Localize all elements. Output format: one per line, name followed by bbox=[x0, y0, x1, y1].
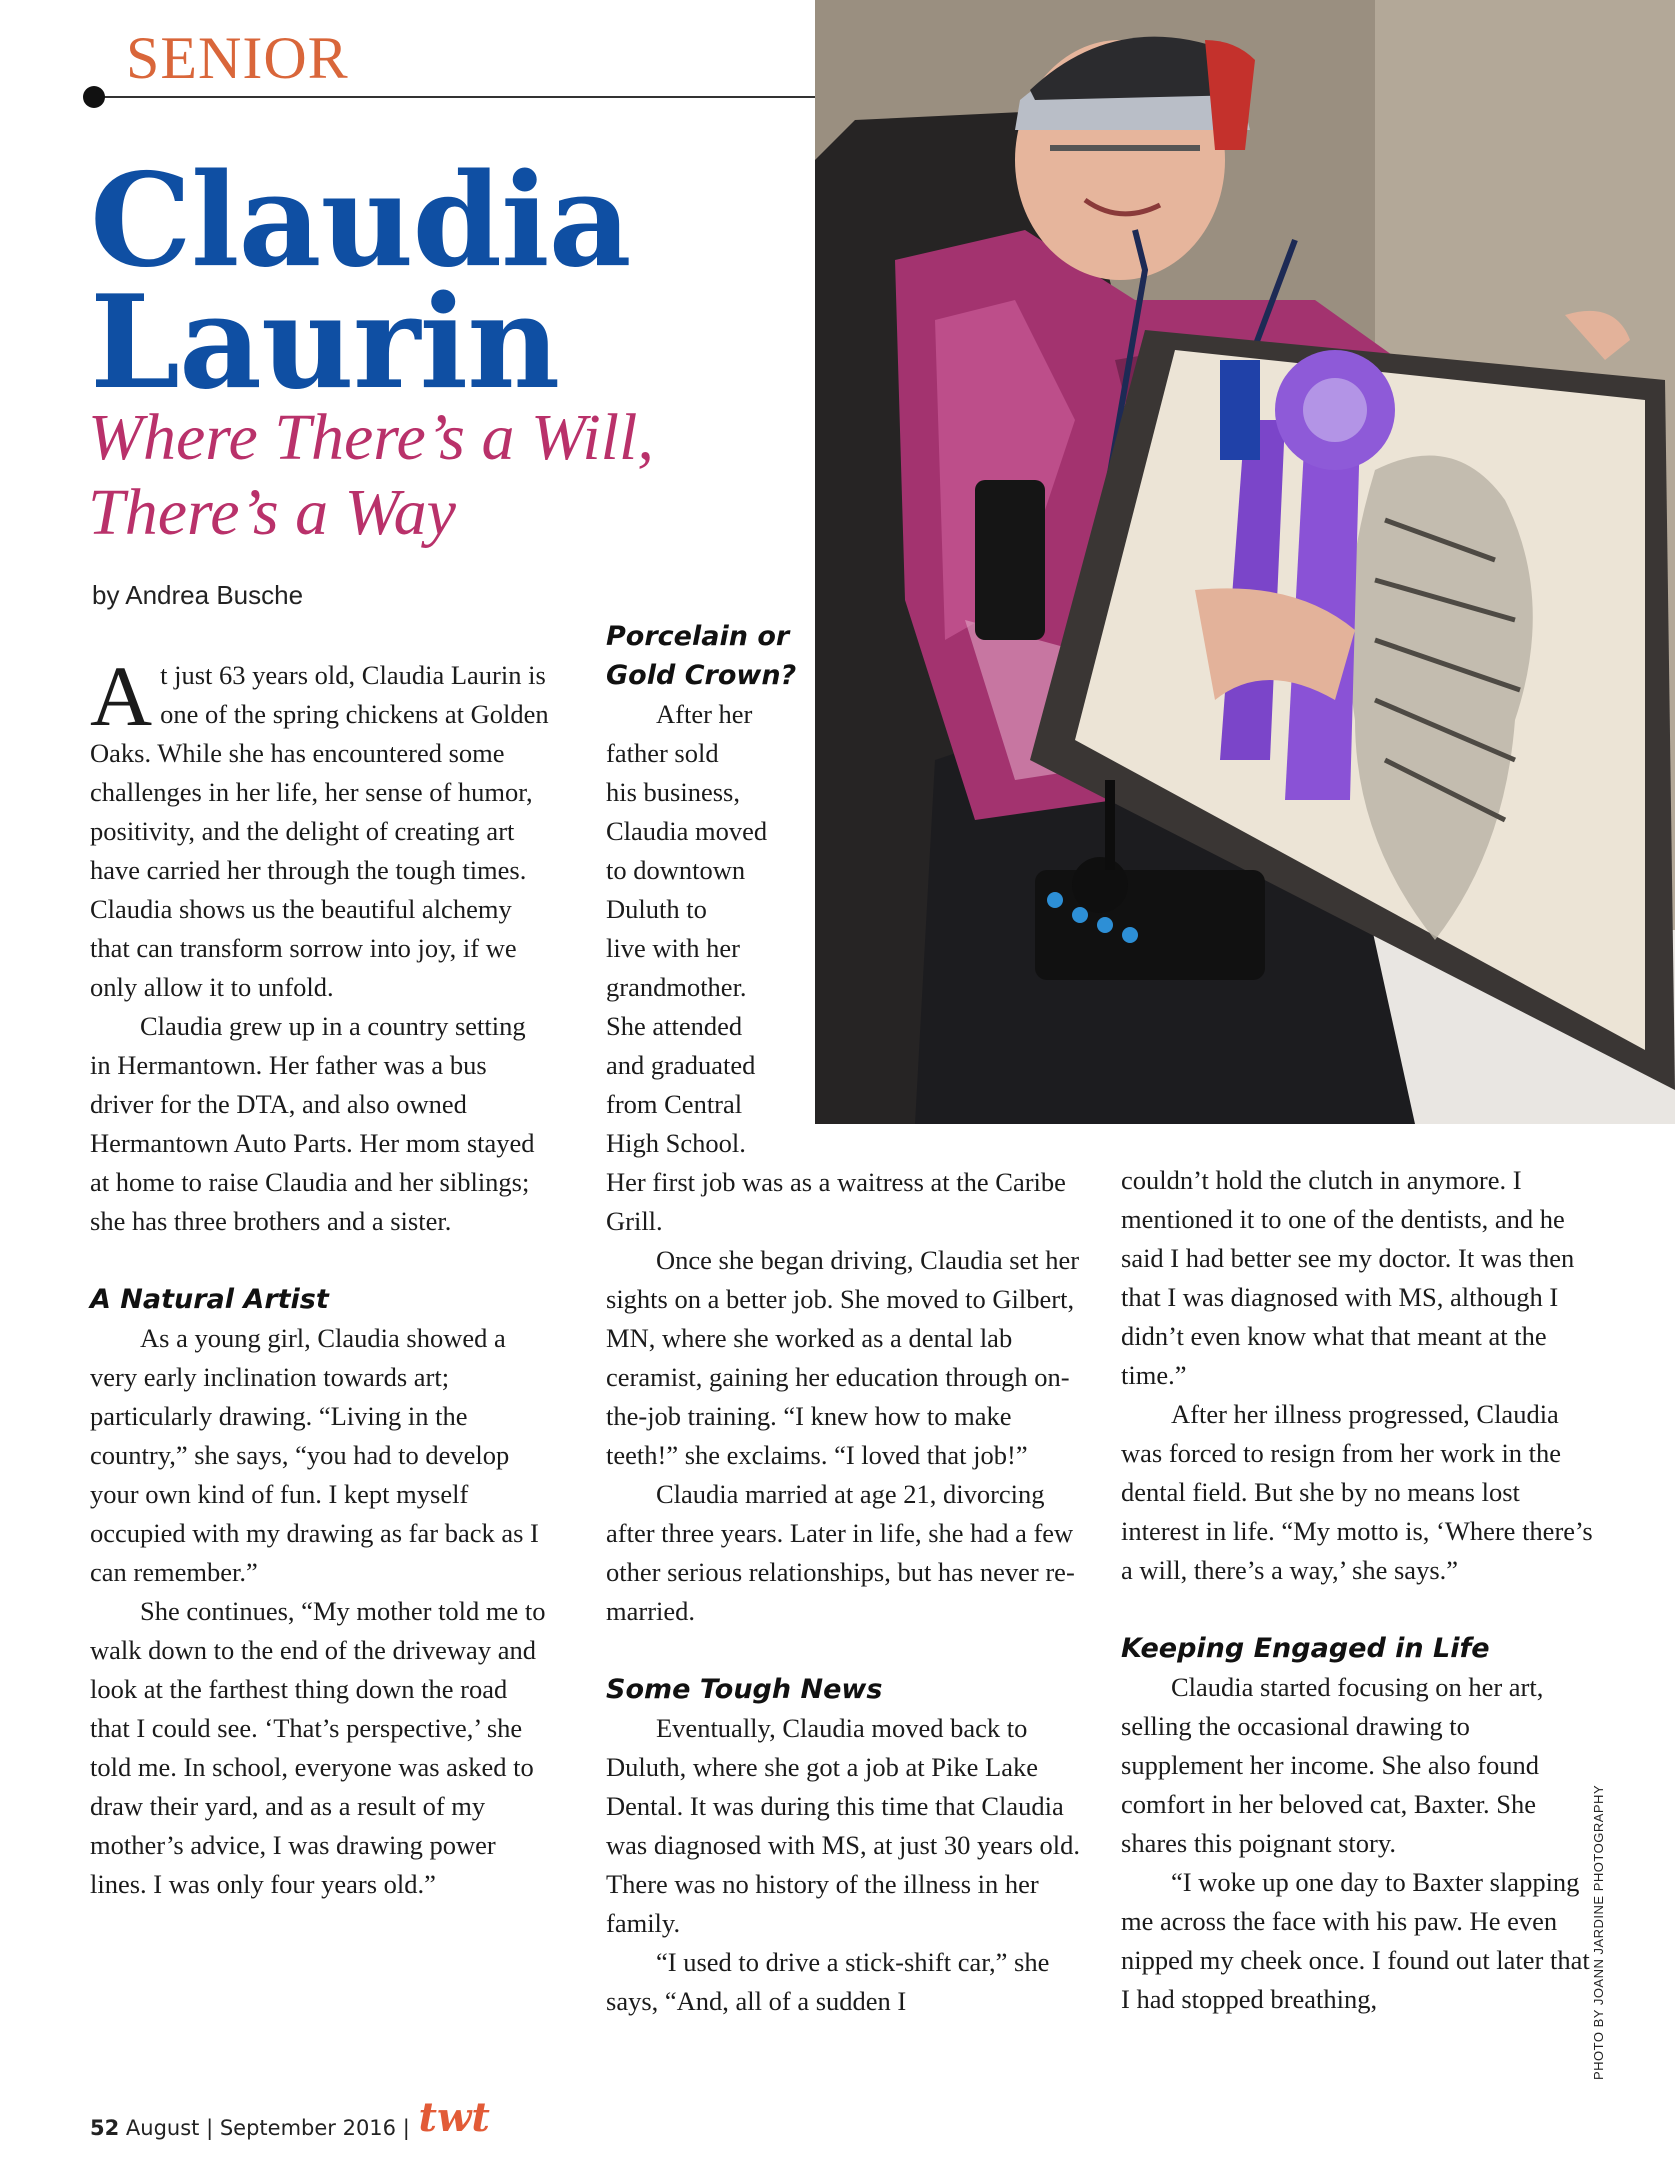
wrapped-line: She attended bbox=[606, 1011, 743, 1041]
intro-text: t just 63 years old, Claudia Laurin is one of the spring chickens at Golden Oaks. While she has encountered some challenges in her life, her sense of humor, positivity, and the delight of creating art have carried her through the tough times. Claudia shows us the beautiful alchemy that can transform sorrow into joy, if we only allow it to unfold. bbox=[90, 660, 549, 1002]
page-footer bbox=[90, 2094, 490, 2145]
subtitle-line-1: Where There’s a Will, bbox=[88, 401, 654, 474]
wrapped-line: father sold bbox=[606, 738, 719, 768]
paragraph: couldn’t hold the clutch in anymore. I mentioned it to one of the dentists, and he said I had better see my doctor. It was then that I was diagnosed with MS, although I didn’t even know what that meant at the time.” bbox=[1121, 1165, 1575, 1390]
wrapped-text bbox=[606, 695, 786, 1163]
column-3 bbox=[1121, 1161, 1596, 2019]
paragraph: Claudia married at age 21, divorcing after three years. Later in life, she had a few other serious relationships, but has never re-married. bbox=[606, 1479, 1075, 1626]
wrapped-line: his business, bbox=[606, 777, 740, 807]
intro-paragraph bbox=[90, 648, 550, 1007]
paragraph: “I used to drive a stick-shift car,” she says, “And, all of a sudden I bbox=[606, 1947, 1050, 2016]
header-rule-dot bbox=[83, 86, 105, 108]
paragraph: Claudia grew up in a country setting in Hermantown. Her father was a bus driver for the DTA, and also owned Hermantown Auto Parts. Her mom stayed at home to raise Claudia and her siblings; she has three brothers and a sister. bbox=[90, 1011, 535, 1236]
subtitle-line-2: There’s a Way bbox=[88, 476, 456, 549]
wrapped-line: After her bbox=[656, 699, 753, 729]
article-subtitle bbox=[88, 400, 654, 550]
column-2 bbox=[606, 617, 1086, 2021]
paragraph: She continues, “My mother told me to walk down to the end of the driveway and look at the farthest thing down the road that I could see. ‘That’s perspective,’ she told me. In school, everyone was asked to draw their yard, and as a result of my mother’s advice, I was drawing power lines. I was only four years old.” bbox=[90, 1596, 546, 1899]
paragraph: Claudia started focusing on her art, selling the occasional drawing to supplement her income. She also found comfort in her beloved cat, Baxter. She shares this poignant story. bbox=[1121, 1672, 1544, 1858]
column-1 bbox=[90, 648, 550, 1904]
wrapped-line: live with her bbox=[606, 933, 740, 963]
byline: by Andrea Busche bbox=[92, 580, 304, 610]
page-number: 52 bbox=[90, 2116, 120, 2140]
paragraph: Eventually, Claudia moved back to Duluth, where she got a job at Pike Lake Dental. It was during this time that Claudia was diagnosed with MS, at just 30 years old. There was no history of the illness in her family. bbox=[606, 1713, 1081, 1938]
paragraph: As a young girl, Claudia showed a very early inclination towards art; particularly drawing. “Living in the country,” she says, “you had to develop your own kind of fun. I kept myself occupied with my drawing as far back as I can remember.” bbox=[90, 1323, 539, 1587]
article-title bbox=[90, 146, 631, 418]
paragraph: Once she began driving, Claudia set her sights on a better job. She moved to Gilbert, MN, where she worked as a dental lab ceramist, gaining her education through on-the-job training. “I knew how to make teeth!” she exclaims. “I loved that job!” bbox=[606, 1245, 1080, 1470]
section-label: SENIOR bbox=[126, 25, 349, 91]
wrapped-line: grandmother. bbox=[606, 972, 747, 1002]
photo-credit: PHOTO BY JOANN JARDINE PHOTOGRAPHY bbox=[1591, 1784, 1606, 2080]
wrapped-line: and graduated bbox=[606, 1050, 756, 1080]
subhead-porcelain-line-1: Porcelain or bbox=[606, 621, 790, 652]
title-line-2: Laurin bbox=[90, 268, 560, 418]
paragraph: Her first job was as a waitress at the Caribe Grill. bbox=[606, 1167, 1066, 1236]
wrapped-line: Claudia moved bbox=[606, 816, 768, 846]
wrapped-line: Duluth to bbox=[606, 894, 707, 924]
magazine-logo: twt bbox=[418, 2094, 490, 2141]
subhead-natural-artist: A Natural Artist bbox=[90, 1284, 329, 1315]
title-line-1: Claudia bbox=[90, 146, 631, 296]
paragraph: After her illness progressed, Claudia was forced to resign from her work in the dental field. But she by no means lost interest in life. “My motto is, ‘Where there’s a will, there’s a way,’ she says.” bbox=[1121, 1399, 1593, 1585]
subhead-engaged: Keeping Engaged in Life bbox=[1121, 1633, 1490, 1664]
wrapped-line: High School. bbox=[606, 1128, 746, 1158]
issue-date: August | September 2016 | bbox=[125, 2116, 410, 2140]
wrapped-line: to downtown bbox=[606, 855, 746, 885]
subhead-tough-news: Some Tough News bbox=[606, 1674, 883, 1705]
drop-cap: A bbox=[90, 648, 153, 744]
paragraph: “I woke up one day to Baxter slapping me across the face with his paw. He even nipped my cheek once. I found out later that I had stopped breathing, bbox=[1121, 1867, 1590, 2014]
subhead-porcelain-line-2: Gold Crown? bbox=[606, 660, 797, 691]
wrapped-line: from Central bbox=[606, 1089, 743, 1119]
subhead-porcelain bbox=[606, 617, 1086, 695]
